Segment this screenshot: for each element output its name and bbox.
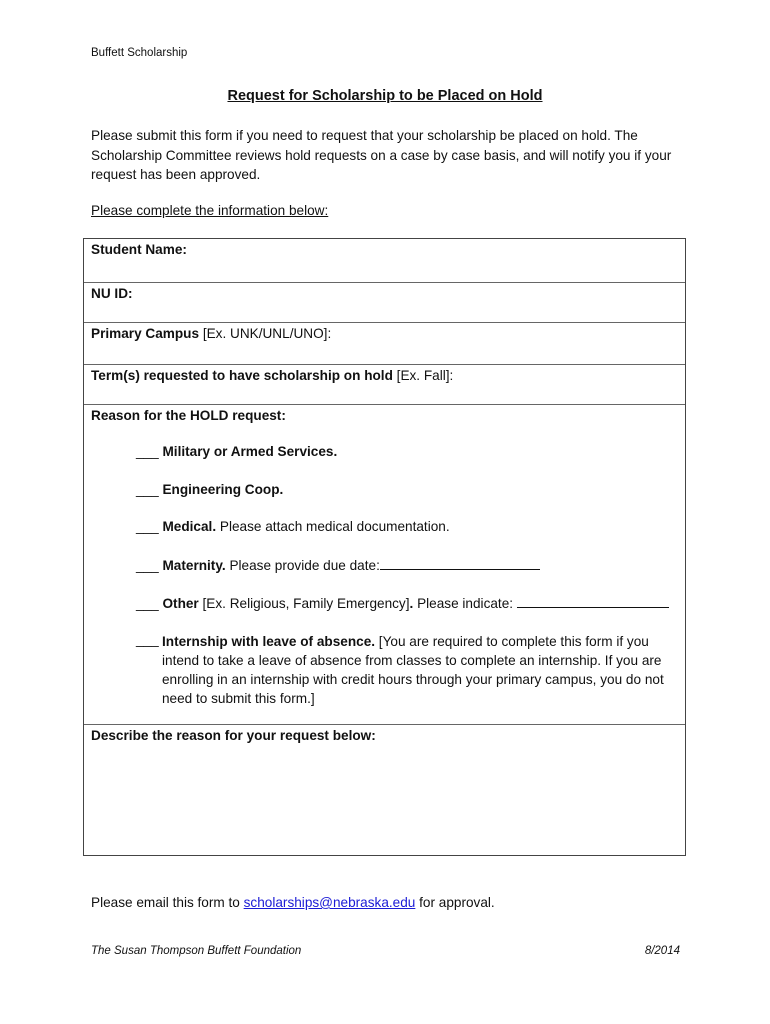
intro-paragraph: Please submit this form if you need to request that your scholarship be placed on hold. The Scholarship Committee reviews hold requests on a case by case basis, and will notify you if your request has been approved. [91, 128, 672, 182]
option-other-label: Other [162, 596, 199, 611]
footer-date: 8/2014 [644, 945, 680, 957]
form-table [83, 238, 686, 856]
option-medical-note: Please attach medical documentation. [216, 519, 450, 534]
option-blank: ___ [136, 444, 159, 459]
option-coop-label: Engineering Coop. [162, 482, 284, 497]
option-blank: ___ [136, 632, 159, 647]
campus-hint: [Ex. UNK/UNL/UNO]: [199, 326, 332, 341]
nu-id-row[interactable] [84, 283, 685, 323]
term-row[interactable] [84, 365, 685, 405]
option-coop[interactable] [136, 482, 283, 497]
student-name-row[interactable] [84, 239, 685, 283]
term-label: Term(s) requested to have scholarship on hold [91, 368, 393, 383]
option-internship-note: [You are required to complete this form if you intend to take a leave of absence from classes to complete an internship. If you are enrolling in an internship with credit hours through your primary campus, you do not need to submit this form.] [162, 634, 664, 706]
option-blank: ___ [136, 519, 159, 534]
option-other-indicate: Please indicate: [413, 596, 517, 611]
option-internship [162, 632, 682, 708]
student-name-label: Student Name: [91, 242, 187, 257]
option-maternity-note: Please provide due date: [225, 558, 380, 573]
option-medical[interactable] [136, 519, 450, 534]
campus-row[interactable] [84, 323, 685, 365]
reason-label: Reason for the HOLD request: [91, 408, 286, 423]
instructions: Please complete the information below: [91, 203, 329, 218]
option-military[interactable] [136, 444, 337, 459]
nu-id-label: NU ID: [91, 286, 133, 301]
option-maternity-label: Maternity. [162, 558, 226, 573]
describe-row[interactable] [84, 725, 685, 857]
option-blank: ___ [136, 482, 159, 497]
option-other[interactable] [136, 595, 669, 611]
option-other-note: [Ex. Religious, Family Emergency] [198, 596, 410, 611]
option-internship-blank[interactable] [136, 632, 159, 647]
footer-foundation: The Susan Thompson Buffett Foundation [91, 945, 302, 957]
header-org: Buffett Scholarship [91, 47, 188, 59]
reason-row [84, 405, 685, 725]
term-hint: [Ex. Fall]: [392, 368, 454, 383]
option-maternity[interactable] [136, 557, 540, 573]
campus-label-group [91, 326, 331, 341]
option-blank: ___ [136, 596, 159, 611]
email-instructions [91, 895, 495, 910]
option-medical-label: Medical. [162, 519, 217, 534]
option-internship-label: Internship with leave of absence. [162, 634, 376, 649]
option-blank: ___ [136, 558, 159, 573]
page-title: Request for Scholarship to be Placed on Hold [227, 88, 543, 104]
option-military-label: Military or Armed Services. [162, 444, 338, 459]
email-link[interactable]: scholarships@nebraska.edu [243, 895, 416, 910]
campus-label: Primary Campus [91, 326, 200, 341]
email-prefix: Please email this form to [91, 895, 244, 910]
option-other-period: . [409, 596, 414, 611]
other-indicate-line[interactable] [517, 595, 669, 608]
due-date-line[interactable] [380, 557, 540, 570]
term-label-group [91, 368, 453, 383]
email-suffix: for approval. [415, 895, 495, 910]
describe-label: Describe the reason for your request below: [91, 728, 376, 743]
